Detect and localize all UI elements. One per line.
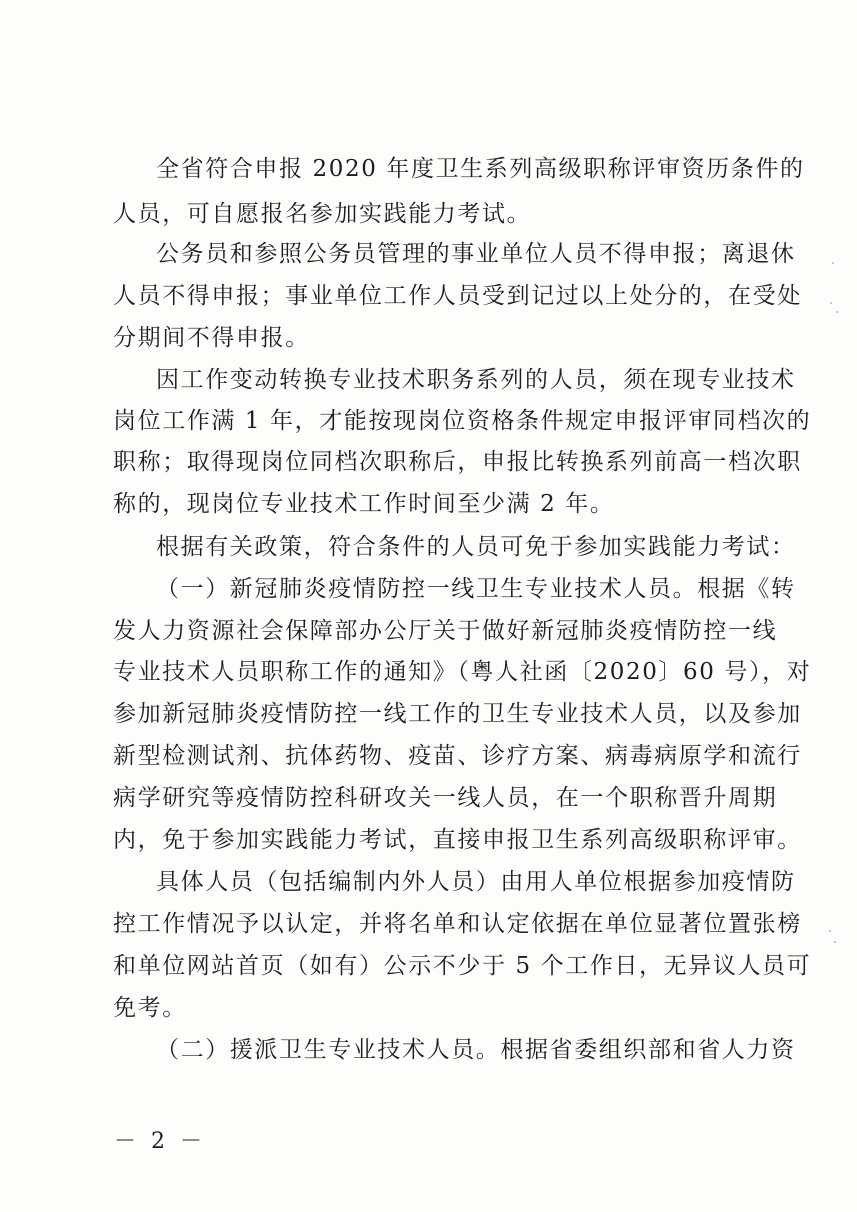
text-line: 因工作变动转换专业技术职务系列的人员，须在现专业技术 bbox=[156, 367, 796, 393]
text-line: 免考。 bbox=[113, 995, 187, 1021]
text-line: 和单位网站首页（如有）公示不少于 5 个工作日，无异议人员可 bbox=[113, 953, 812, 979]
text-line: （二）援派卫生专业技术人员。根据省委组织部和省人力资 bbox=[156, 1037, 796, 1063]
text-line: 新型检测试剂、抗体药物、疫苗、诊疗方案、病毒病原学和流行 bbox=[113, 743, 802, 769]
text-line: 岗位工作满 1 年，才能按现岗位资格条件规定申报评审同档次的 bbox=[113, 408, 812, 434]
text-line: 控工作情况予以认定，并将名单和认定依据在单位显著位置张榜 bbox=[113, 911, 802, 937]
text-line: 人员，可自愿报名参加实践能力考试。 bbox=[113, 201, 532, 227]
scan-speck bbox=[836, 311, 838, 313]
text-line: 人员不得申报；事业单位工作人员受到记过以上处分的，在受处 bbox=[113, 283, 802, 309]
text-line: 内，免于参加实践能力考试，直接申报卫生系列高级职称评审。 bbox=[113, 827, 802, 853]
scan-speck bbox=[830, 302, 832, 304]
text-line: 公务员和参照公务员管理的事业单位人员不得申报；离退休 bbox=[156, 241, 796, 267]
text-line: 专业技术人员职称工作的通知》（粤人社函〔2020〕60 号），对 bbox=[113, 659, 812, 685]
text-line: 根据有关政策，符合条件的人员可免于参加实践能力考试： bbox=[156, 534, 796, 560]
text-line: 全省符合申报 2020 年度卫生系列高级职称评审资历条件的 bbox=[156, 156, 805, 182]
text-line: （一）新冠肺炎疫情防控一线卫生专业技术人员。根据《转 bbox=[156, 576, 796, 602]
scan-speck bbox=[834, 941, 836, 943]
text-line: 称的，现岗位专业技术工作时间至少满 2 年。 bbox=[113, 491, 615, 517]
page-number: － 2 － bbox=[114, 1129, 206, 1154]
text-line: 病学研究等疫情防控科研攻关一线人员，在一个职称晋升周期 bbox=[113, 785, 778, 811]
text-line: 参加新冠肺炎疫情防控一线工作的卫生专业技术人员，以及参加 bbox=[113, 701, 802, 727]
scan-speck bbox=[829, 930, 831, 932]
text-line: 具体人员（包括编制内外人员）由用人单位根据参加疫情防 bbox=[156, 869, 796, 895]
text-line: 职称；取得现岗位同档次职称后，申报比转换系列前高一档次职 bbox=[113, 449, 802, 475]
text-line: 分期间不得申报。 bbox=[113, 325, 310, 351]
scan-speck bbox=[832, 262, 834, 264]
text-line: 发人力资源社会保障部办公厅关于做好新冠肺炎疫情防控一线 bbox=[113, 618, 778, 644]
